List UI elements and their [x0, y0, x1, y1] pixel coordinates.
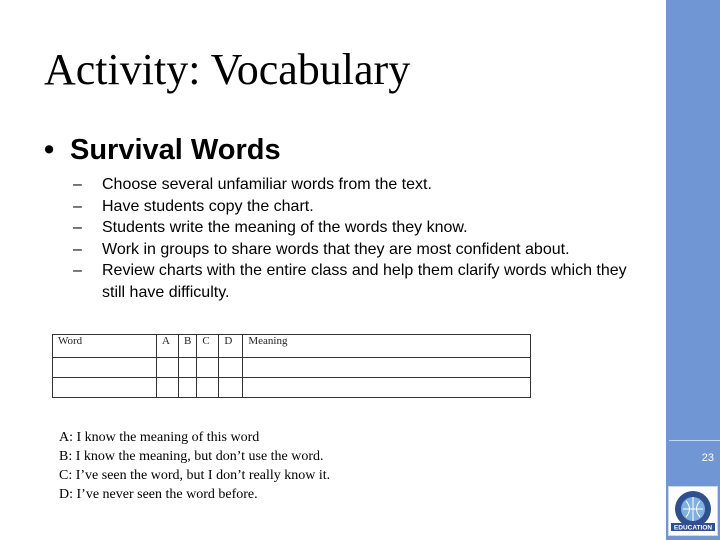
chart-legend	[59, 428, 330, 504]
list-item	[71, 174, 651, 196]
list-item	[71, 239, 651, 261]
table-cell	[197, 378, 219, 398]
table-cell	[197, 358, 219, 378]
dash-marker: –	[73, 219, 82, 237]
table-cell	[243, 378, 531, 398]
logo-text: EDUCATION	[673, 524, 713, 532]
dash-marker: –	[73, 176, 82, 193]
table-header-row	[53, 335, 531, 358]
list-item-text: Have students copy the chart.	[102, 197, 314, 215]
table-cell	[179, 378, 197, 398]
table-cell	[179, 358, 197, 378]
page-number-text: 23	[701, 452, 714, 464]
bullet-marker: •	[44, 134, 55, 166]
dash-marker: –	[73, 262, 82, 280]
education-logo	[668, 486, 718, 536]
bullet-label: Survival Words	[70, 134, 281, 166]
vocabulary-chart	[52, 334, 531, 398]
column-header-b: B	[179, 335, 197, 358]
table-row	[53, 358, 531, 378]
list-item-text: Review charts with the entire class and help them clarify words which they still have difficulty.	[102, 262, 627, 301]
table-cell	[219, 358, 243, 378]
list-item-text: Work in groups to share words that they are most confident about.	[102, 240, 570, 258]
table-cell	[157, 378, 179, 398]
table-cell	[157, 358, 179, 378]
dash-marker: –	[73, 197, 82, 215]
table-cell	[219, 378, 243, 398]
column-header-d: D	[219, 335, 243, 358]
page-number	[666, 452, 720, 464]
legend-item-b: B: I know the meaning, but don’t use the word.	[59, 449, 324, 464]
sub-bullet-list	[71, 174, 651, 304]
table-row	[53, 378, 531, 398]
globe-logo-icon	[669, 487, 717, 535]
slide-title: Activity: Vocabulary	[44, 45, 411, 94]
legend-item-c: C: I’ve seen the word, but I don’t really know it.	[59, 468, 331, 483]
column-header-word: Word	[53, 335, 157, 358]
table-cell	[243, 358, 531, 378]
legend-item-a: A: I know the meaning of this word	[59, 430, 260, 445]
dash-marker: –	[73, 240, 82, 258]
column-header-a: A	[157, 335, 179, 358]
list-item	[71, 260, 651, 303]
table-cell	[53, 378, 157, 398]
legend-item-d: D: I’ve never seen the word before.	[59, 487, 258, 502]
list-item-text: Choose several unfamiliar words from the text.	[102, 176, 432, 193]
band-divider	[669, 440, 720, 441]
list-item	[71, 196, 651, 218]
column-header-meaning: Meaning	[243, 335, 531, 358]
list-item	[71, 217, 651, 239]
bullet-survival-words	[44, 131, 281, 169]
column-header-c: C	[197, 335, 219, 358]
table-cell	[53, 358, 157, 378]
list-item-text: Students write the meaning of the words they know.	[102, 219, 468, 237]
